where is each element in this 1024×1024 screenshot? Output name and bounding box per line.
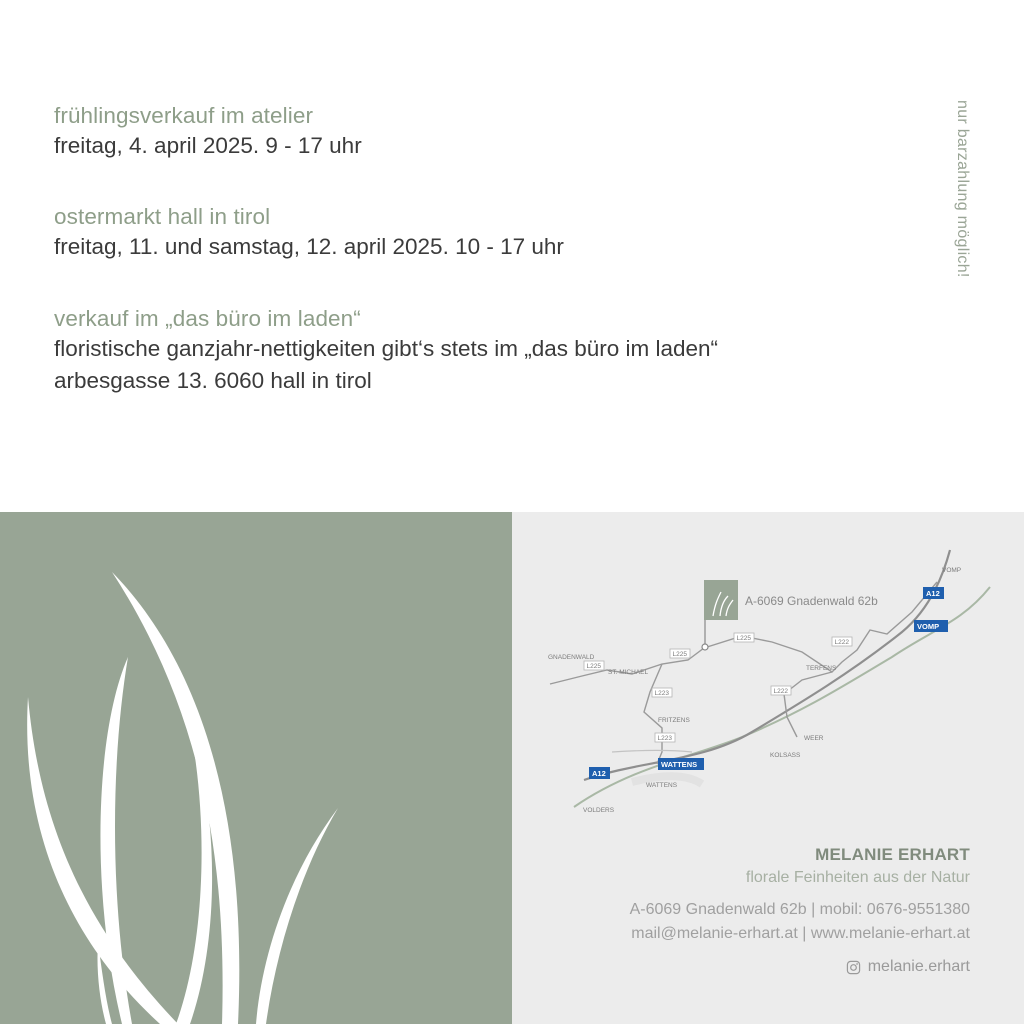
instagram-handle-text: melanie.erhart [867, 958, 970, 975]
map-place-volders: VOLDERS [583, 807, 615, 814]
road-l223: L223 [657, 735, 672, 742]
grass-illustration-panel [0, 512, 512, 1024]
contact-map-panel [512, 512, 1024, 1024]
road-l225: L225 [672, 651, 687, 658]
map-place-st-michael: ST. MICHAEL [608, 669, 649, 676]
event-title: verkauf im „das büro im laden“ [54, 306, 361, 331]
motorway-a12: A12 [592, 769, 606, 778]
grass-blades-illustration [0, 512, 512, 1024]
event-buero-im-laden [54, 305, 718, 397]
map-place-wattens: WATTENS [646, 782, 678, 789]
motorway-a12: A12 [926, 589, 940, 598]
map-place-terfens: TERFENS [806, 665, 837, 672]
email-web-line: mail@melanie-erhart.at | www.melanie-erhart.at [631, 925, 970, 942]
map-address-label: A-6069 Gnadenwald 62b [745, 594, 878, 608]
event-address: arbesgasse 13. 6060 hall in tirol [54, 368, 372, 393]
address-phone-line: A-6069 Gnadenwald 62b | mobil: 0676-9551380 [629, 901, 970, 918]
event-title: frühlingsverkauf im atelier [54, 103, 314, 128]
road-l225: L225 [736, 635, 751, 642]
instagram-icon [846, 960, 861, 975]
location-pin-icon [702, 644, 708, 650]
exit-vomp: VOMP [917, 622, 940, 631]
business-name: MELANIE ERHART [815, 845, 970, 864]
event-description: floristische ganzjahr-nettigkeiten gibt‘s stets im „das büro im laden“ [54, 336, 719, 361]
map-place-vomp: VOMP [942, 567, 962, 574]
map-place-weer: WEER [804, 735, 824, 742]
map-place-fritzens: FRITZENS [658, 717, 690, 724]
map-place-gnadenwald: GNADENWALD [548, 654, 595, 661]
road-l223: L223 [654, 690, 669, 697]
business-tagline: florale Feinheiten aus der Natur [745, 869, 970, 886]
instagram-handle [846, 958, 970, 976]
route-map [512, 512, 1024, 832]
event-ostermarkt [54, 203, 564, 263]
road-l222: L222 [773, 688, 788, 695]
road-l225: L225 [586, 663, 601, 670]
event-fruehlingsverkauf [54, 102, 362, 162]
exit-wattens: WATTENS [661, 760, 698, 769]
map-place-kolsass: KOLSASS [770, 752, 801, 759]
event-title: ostermarkt hall in tirol [54, 204, 271, 229]
event-date: freitag, 4. april 2025. 9 - 17 uhr [54, 133, 362, 158]
road-l222: L222 [834, 639, 849, 646]
cash-only-note: nur barzahlung möglich! [954, 100, 971, 278]
event-date: freitag, 11. und samstag, 12. april 2025. 10 - 17 uhr [54, 234, 564, 259]
